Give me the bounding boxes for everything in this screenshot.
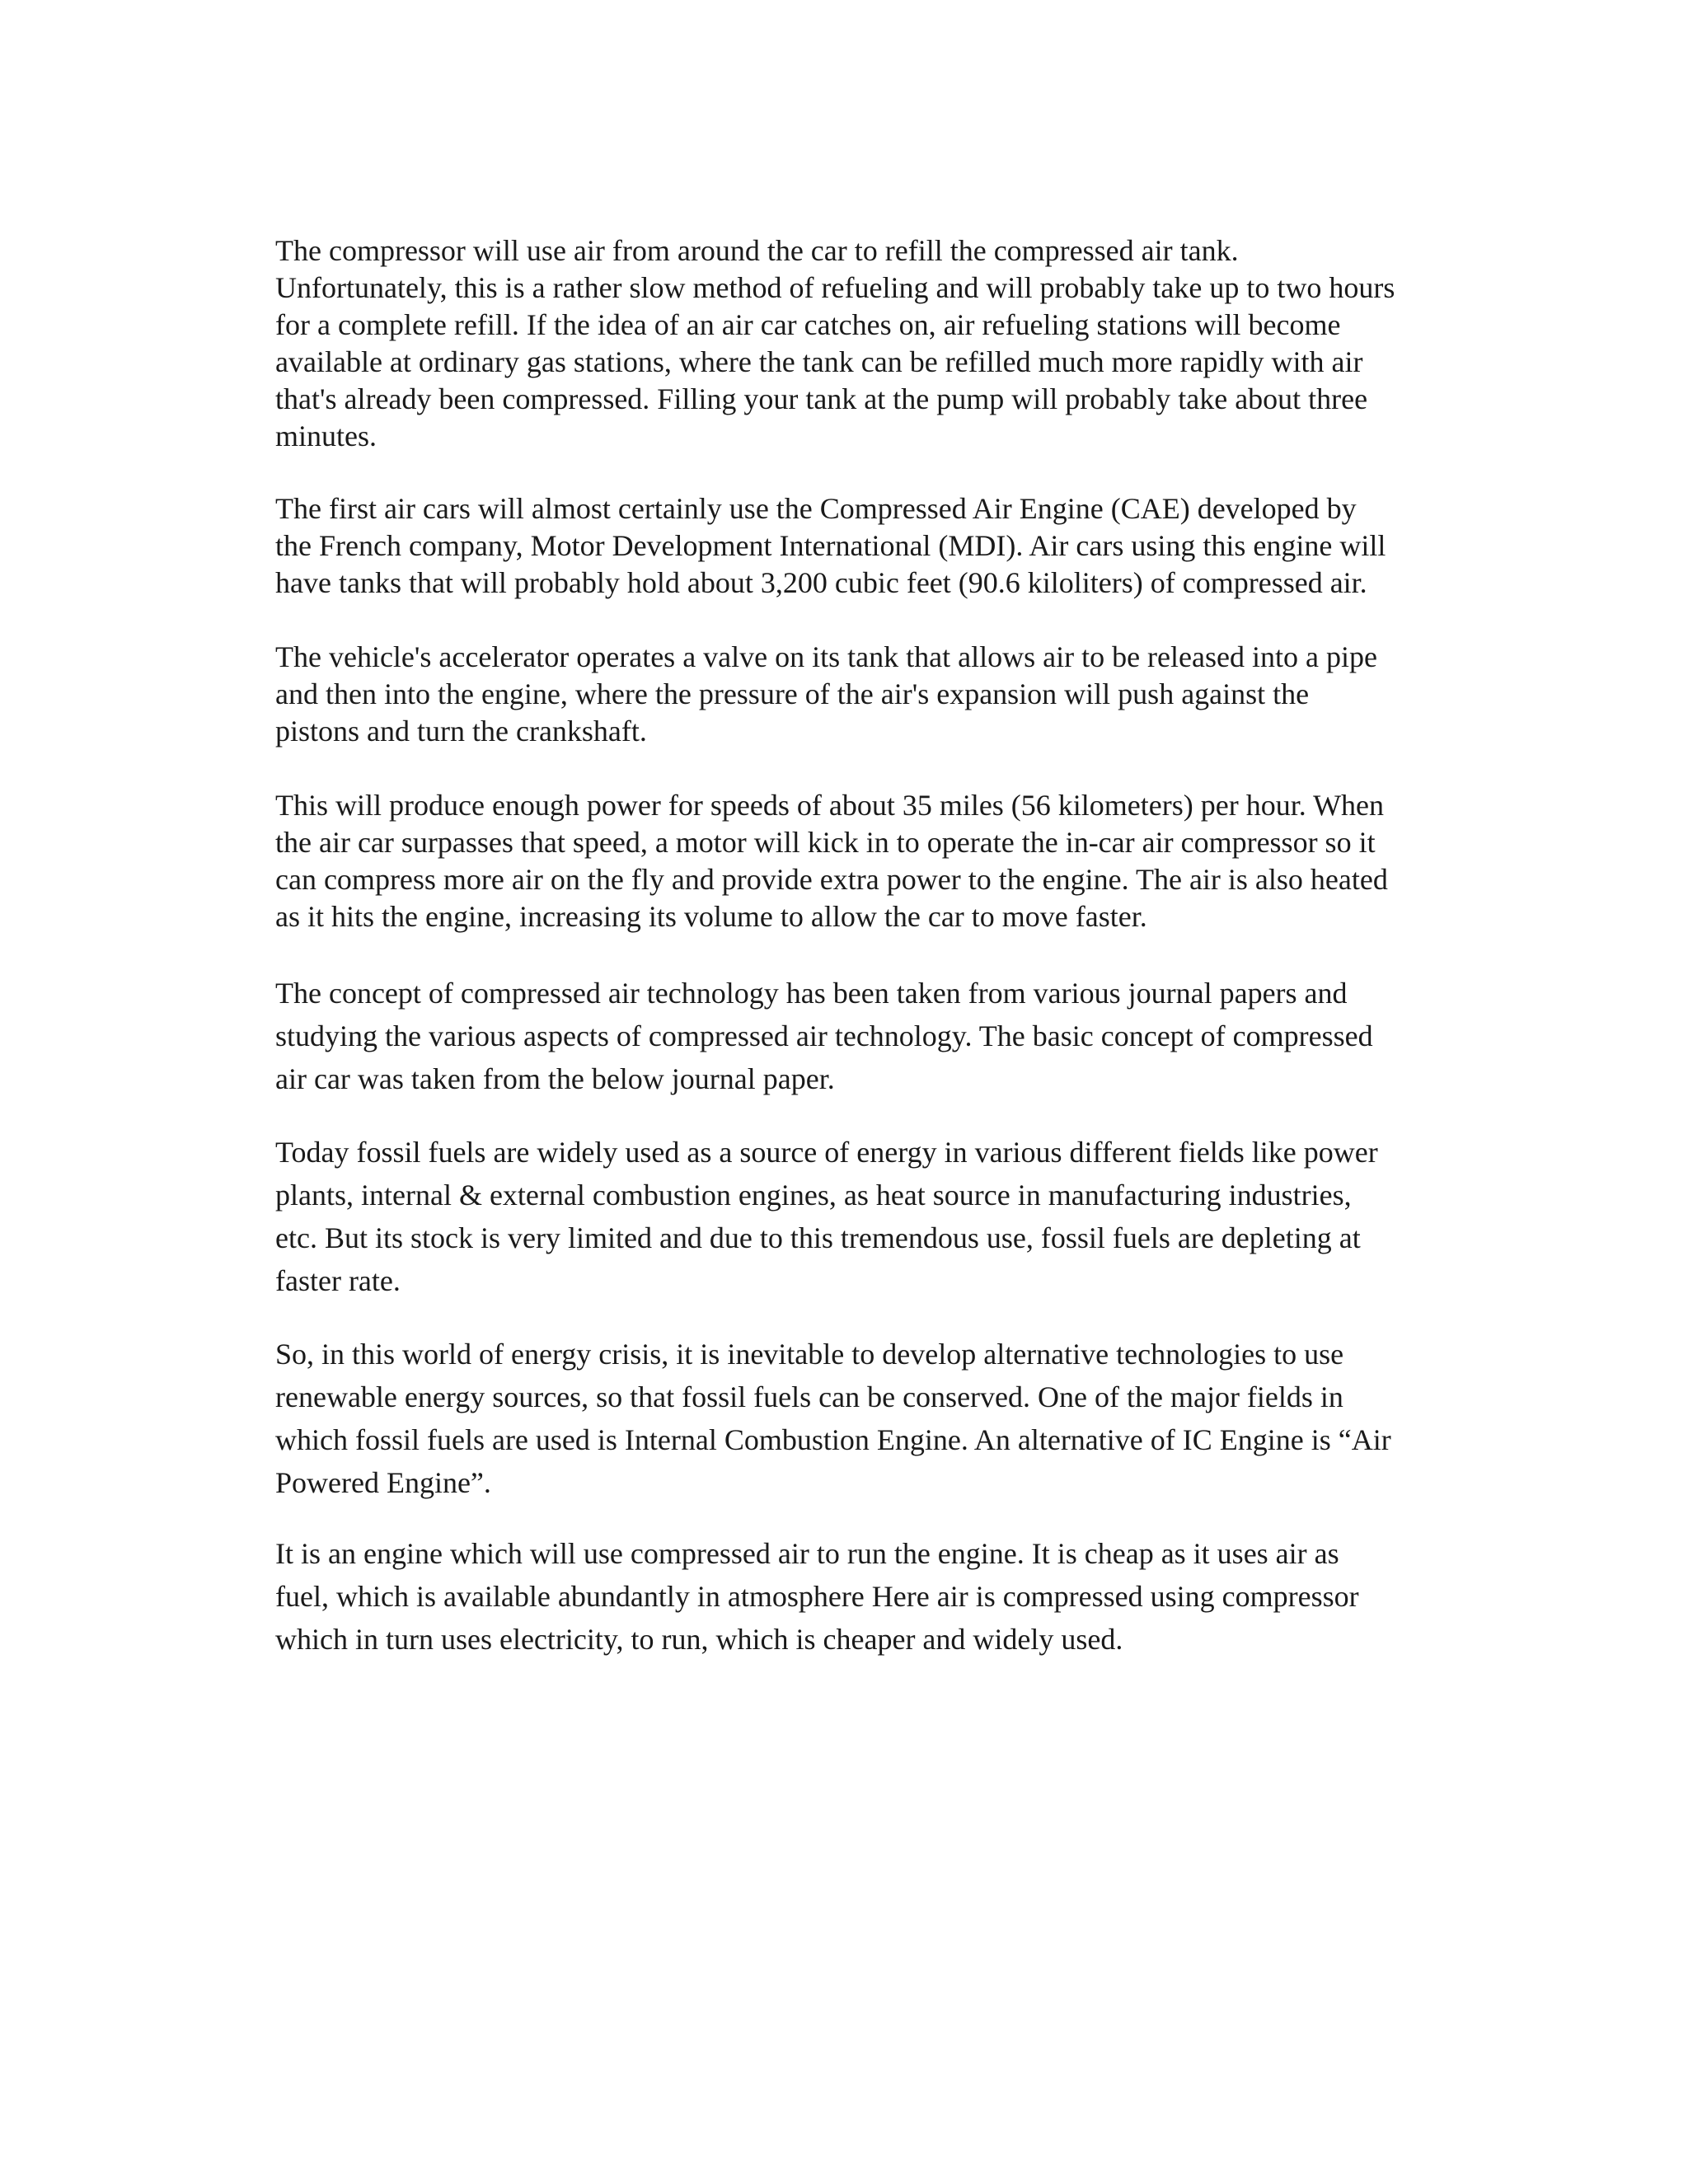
text-line: The concept of compressed air technology has been taken from various journal papers and [275, 977, 1348, 1010]
text-line: Today fossil fuels are widely used as a source of energy in various different fields like power [275, 1136, 1378, 1169]
text-line: have tanks that will probably hold about 3,200 cubic feet (90.6 kiloliters) of compressed air. [275, 566, 1367, 599]
paragraph-accelerator-valve [275, 639, 1512, 750]
text-line: renewable energy sources, so that fossil fuels can be conserved. One of the major fields in [275, 1380, 1343, 1413]
text-line: which in turn uses electricity, to run, which is cheaper and widely used. [275, 1623, 1123, 1656]
text-line: fuel, which is available abundantly in atmosphere Here air is compressed using compressor [275, 1580, 1359, 1613]
text-line: air car was taken from the below journal paper. [275, 1062, 835, 1095]
text-line: the air car surpasses that speed, a motor will kick in to operate the in-car air compressor so it [275, 826, 1376, 859]
paragraph-air-engine [275, 1532, 1512, 1661]
text-line: available at ordinary gas stations, where the tank can be refilled much more rapidly with air [275, 345, 1363, 378]
text-line: as it hits the engine, increasing its volume to allow the car to move faster. [275, 900, 1147, 933]
text-line: and then into the engine, where the pressure of the air's expansion will push against the [275, 677, 1310, 710]
paragraph-cae-engine [275, 490, 1512, 602]
text-line: for a complete refill. If the idea of an air car catches on, air refueling stations will become [275, 308, 1341, 341]
paragraph-fossil-fuels [275, 1131, 1512, 1302]
text-line: which fossil fuels are used is Internal Combustion Engine. An alternative of IC Engine is “Air [275, 1423, 1391, 1456]
text-line: minutes. [275, 419, 377, 452]
text-line: This will produce enough power for speeds of about 35 miles (56 kilometers) per hour. When [275, 789, 1385, 822]
document-body [275, 232, 1512, 1661]
text-line: the French company, Motor Development International (MDI). Air cars using this engine will [275, 529, 1386, 562]
text-line: The first air cars will almost certainly use the Compressed Air Engine (CAE) developed by [275, 492, 1357, 525]
text-line: faster rate. [275, 1264, 401, 1297]
text-line: pistons and turn the crankshaft. [275, 715, 647, 748]
text-line: The compressor will use air from around the car to refill the compressed air tank. [275, 234, 1239, 267]
text-line: So, in this world of energy crisis, it is inevitable to develop alternative technologies to use [275, 1338, 1344, 1371]
text-line: can compress more air on the fly and provide extra power to the engine. The air is also heated [275, 863, 1388, 896]
text-line: It is an engine which will use compressed air to run the engine. It is cheap as it uses air as [275, 1537, 1339, 1570]
paragraph-compressor-refill [275, 232, 1512, 455]
text-line: Unfortunately, this is a rather slow method of refueling and will probably take up to two hours [275, 271, 1395, 304]
text-line: Powered Engine”. [275, 1466, 491, 1499]
paragraph-speed-power [275, 787, 1512, 935]
text-line: that's already been compressed. Filling your tank at the pump will probably take about three [275, 382, 1368, 415]
text-line: The vehicle's accelerator operates a valve on its tank that allows air to be released into a pipe [275, 640, 1377, 673]
paragraph-energy-crisis [275, 1333, 1512, 1504]
text-line: studying the various aspects of compressed air technology. The basic concept of compressed [275, 1019, 1373, 1052]
paragraph-concept-source [275, 972, 1512, 1100]
text-line: plants, internal & external combustion engines, as heat source in manufacturing industries, [275, 1179, 1352, 1212]
text-line: etc. But its stock is very limited and due to this tremendous use, fossil fuels are depleting at [275, 1221, 1361, 1254]
